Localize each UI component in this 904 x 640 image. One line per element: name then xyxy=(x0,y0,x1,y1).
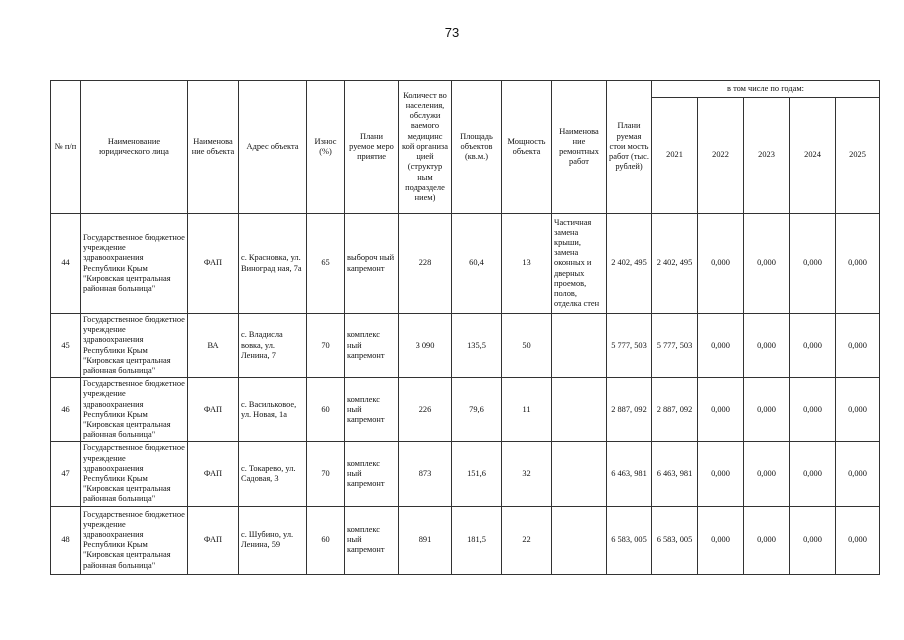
cell-population: 3 090 xyxy=(399,314,452,378)
cell-year-2024: 0,000 xyxy=(790,378,836,442)
cell-year-2025: 0,000 xyxy=(836,214,880,314)
repair-plan-table xyxy=(50,80,880,575)
cell-num: 47 xyxy=(51,442,81,506)
cell-cost: 6 583, 005 xyxy=(607,506,652,574)
cell-cost: 2 402, 495 xyxy=(607,214,652,314)
cell-cost: 6 463, 981 xyxy=(607,442,652,506)
cell-area: 181,5 xyxy=(452,506,502,574)
cell-address: с. Токарево, ул. Садовая, 3 xyxy=(239,442,307,506)
cell-year-2025: 0,000 xyxy=(836,378,880,442)
cell-measure: комплекс ный капремонт xyxy=(345,506,399,574)
cell-year-2023: 0,000 xyxy=(744,314,790,378)
header-planned-measure: Плани руемое меро приятие xyxy=(345,81,399,214)
cell-year-2022: 0,000 xyxy=(698,506,744,574)
cell-year-2021: 6 583, 005 xyxy=(652,506,698,574)
cell-year-2022: 0,000 xyxy=(698,314,744,378)
cell-measure: комплекс ный капремонт xyxy=(345,442,399,506)
cell-repair-works xyxy=(552,442,607,506)
cell-population: 873 xyxy=(399,442,452,506)
cell-measure: выбороч ный капремонт xyxy=(345,214,399,314)
cell-num: 45 xyxy=(51,314,81,378)
cell-num: 46 xyxy=(51,378,81,442)
cell-year-2025: 0,000 xyxy=(836,314,880,378)
cell-year-2025: 0,000 xyxy=(836,442,880,506)
header-wear: Износ (%) xyxy=(307,81,345,214)
cell-num: 44 xyxy=(51,214,81,314)
cell-wear: 60 xyxy=(307,506,345,574)
cell-year-2022: 0,000 xyxy=(698,214,744,314)
header-year: 2025 xyxy=(836,98,880,214)
cell-year-2021: 5 777, 503 xyxy=(652,314,698,378)
header-row xyxy=(51,81,880,98)
header-area: Площадь объектов (кв.м.) xyxy=(452,81,502,214)
header-object-name: Наименова ние объекта xyxy=(188,81,239,214)
cell-capacity: 22 xyxy=(502,506,552,574)
table-row xyxy=(51,378,880,442)
cell-num: 48 xyxy=(51,506,81,574)
cell-year-2023: 0,000 xyxy=(744,214,790,314)
cell-area: 60,4 xyxy=(452,214,502,314)
cell-year-2023: 0,000 xyxy=(744,506,790,574)
cell-cost: 2 887, 092 xyxy=(607,378,652,442)
cell-capacity: 32 xyxy=(502,442,552,506)
header-year: 2022 xyxy=(698,98,744,214)
cell-wear: 60 xyxy=(307,378,345,442)
cell-object-name: ФАП xyxy=(188,214,239,314)
cell-legal-name: Государственное бюджетное учреждение здравоохранения Республики Крым "Кировская центральная районная больница" xyxy=(81,378,188,442)
cell-population: 891 xyxy=(399,506,452,574)
header-repair-works: Наименова ние ремонтных работ xyxy=(552,81,607,214)
cell-year-2021: 2 887, 092 xyxy=(652,378,698,442)
cell-cost: 5 777, 503 xyxy=(607,314,652,378)
cell-year-2022: 0,000 xyxy=(698,378,744,442)
cell-year-2022: 0,000 xyxy=(698,442,744,506)
header-population: Количест во населения, обслужи ваемого медицинс кой организа цией (структур ным подразделе нием) xyxy=(399,81,452,214)
header-year: 2021 xyxy=(652,98,698,214)
cell-wear: 70 xyxy=(307,442,345,506)
cell-capacity: 11 xyxy=(502,378,552,442)
cell-repair-works xyxy=(552,506,607,574)
cell-repair-works xyxy=(552,314,607,378)
cell-year-2025: 0,000 xyxy=(836,506,880,574)
cell-repair-works: Частичная замена крыши, замена оконных и дверных проемов, полов, отделка стен xyxy=(552,214,607,314)
cell-object-name: ФАП xyxy=(188,506,239,574)
cell-year-2024: 0,000 xyxy=(790,506,836,574)
cell-area: 151,6 xyxy=(452,442,502,506)
table-row xyxy=(51,442,880,506)
header-years-group: в том числе по годам: xyxy=(652,81,880,98)
table-row xyxy=(51,314,880,378)
cell-wear: 70 xyxy=(307,314,345,378)
header-year: 2023 xyxy=(744,98,790,214)
cell-measure: комплекс ный капремонт xyxy=(345,378,399,442)
cell-area: 135,5 xyxy=(452,314,502,378)
table-row xyxy=(51,506,880,574)
cell-year-2021: 6 463, 981 xyxy=(652,442,698,506)
cell-repair-works xyxy=(552,378,607,442)
cell-measure: комплекс ный капремонт xyxy=(345,314,399,378)
table-row xyxy=(51,214,880,314)
header-year: 2024 xyxy=(790,98,836,214)
cell-legal-name: Государственное бюджетное учреждение здравоохранения Республики Крым "Кировская центральная районная больница" xyxy=(81,314,188,378)
header-address: Адрес объекта xyxy=(239,81,307,214)
cell-address: с. Шубино, ул. Ленина, 59 xyxy=(239,506,307,574)
cell-year-2021: 2 402, 495 xyxy=(652,214,698,314)
cell-object-name: ВА xyxy=(188,314,239,378)
cell-address: с. Васильковое, ул. Новая, 1а xyxy=(239,378,307,442)
cell-address: с. Владисла вовка, ул. Ленина, 7 xyxy=(239,314,307,378)
cell-capacity: 50 xyxy=(502,314,552,378)
header-capacity: Мощность объекта xyxy=(502,81,552,214)
cell-legal-name: Государственное бюджетное учреждение здравоохранения Республики Крым "Кировская центральная районная больница" xyxy=(81,442,188,506)
cell-population: 228 xyxy=(399,214,452,314)
cell-object-name: ФАП xyxy=(188,378,239,442)
cell-year-2024: 0,000 xyxy=(790,214,836,314)
cell-area: 79,6 xyxy=(452,378,502,442)
page-number: 73 xyxy=(444,25,460,40)
cell-population: 226 xyxy=(399,378,452,442)
cell-year-2024: 0,000 xyxy=(790,314,836,378)
cell-year-2024: 0,000 xyxy=(790,442,836,506)
cell-legal-name: Государственное бюджетное учреждение здравоохранения Республики Крым "Кировская центральная районная больница" xyxy=(81,506,188,574)
cell-year-2023: 0,000 xyxy=(744,442,790,506)
header-planned-cost: Плани руемая стои мость работ (тыс. рублей) xyxy=(607,81,652,214)
cell-year-2023: 0,000 xyxy=(744,378,790,442)
cell-address: с. Красновка, ул. Виноград ная, 7а xyxy=(239,214,307,314)
cell-wear: 65 xyxy=(307,214,345,314)
cell-capacity: 13 xyxy=(502,214,552,314)
cell-object-name: ФАП xyxy=(188,442,239,506)
header-num: № п/п xyxy=(51,81,81,214)
header-legal-name: Наименование юридического лица xyxy=(81,81,188,214)
cell-legal-name: Государственное бюджетное учреждение здравоохранения Республики Крым "Кировская центральная районная больница" xyxy=(81,214,188,314)
